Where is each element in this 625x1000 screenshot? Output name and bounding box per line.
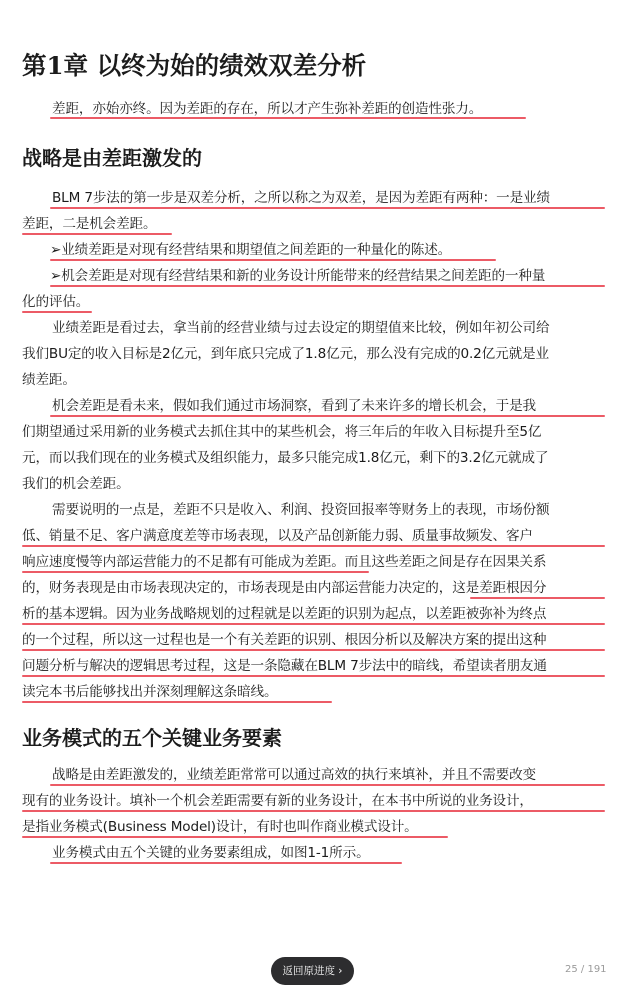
- paragraph-line: 需要说明的一点是，差距不只是收入、利润、投资回报率等财务上的表现，市场份额: [52, 502, 550, 518]
- highlight-underline[interactable]: [50, 784, 605, 786]
- chapter-title: 第1章 以终为始的绩效双差分析: [22, 51, 367, 80]
- highlight-underline[interactable]: [50, 285, 605, 287]
- highlight-underline[interactable]: [22, 649, 605, 651]
- page-indicator: 25 / 191: [565, 964, 607, 975]
- highlight-underline[interactable]: [50, 862, 402, 864]
- highlight-underline[interactable]: [22, 810, 605, 812]
- paragraph-line: 绩差距。: [22, 372, 76, 388]
- paragraph-line: 机会差距是看未来，假如我们通过市场洞察，看到了未来许多的增长机会，于是我: [52, 398, 536, 414]
- highlight-underline[interactable]: [50, 117, 526, 119]
- paragraph-line: 业务模式由五个关键的业务要素组成，如图1-1所示。: [52, 845, 370, 861]
- return-to-progress-button[interactable]: 返回原进度 ›: [271, 957, 354, 985]
- paragraph-line: 我们BU定的收入目标是2亿元，到年底只完成了1.8亿元，那么没有完成的0.2亿元就是业: [22, 346, 549, 362]
- paragraph-line: BLM 7步法的第一步是双差分析，之所以称之为双差，是因为差距有两种：一是业绩: [52, 190, 550, 206]
- paragraph-line: 问题分析与解决的逻辑思考过程，这是一条隐藏在BLM 7步法中的暗线，希望读者朋友通: [22, 658, 547, 674]
- paragraph-line: 是指业务模式(Business Model)设计，有时也叫作商业模式设计。: [22, 819, 418, 835]
- bullet-line: 化的评估。: [22, 294, 90, 310]
- section-title: 战略是由差距激发的: [22, 146, 202, 170]
- paragraph-line: 的，财务表现是由市场表现决定的，市场表现是由内部运营能力决定的，这是差距根因分: [22, 580, 547, 596]
- paragraph-line: 差距，二是机会差距。: [22, 216, 157, 232]
- paragraph-line: 的一个过程，所以这一过程也是一个有关差距的识别、根因分析以及解决方案的提出这种: [22, 632, 547, 648]
- bullet-line: ➢机会差距是对现有经营结果和新的业务设计所能带来的经营结果之间差距的一种量: [50, 268, 546, 284]
- highlight-underline[interactable]: [22, 623, 605, 625]
- highlight-underline[interactable]: [22, 545, 605, 547]
- section-title: 业务模式的五个关键业务要素: [22, 726, 282, 750]
- paragraph-line: 读完本书后能够找出并深刻理解这条暗线。: [22, 684, 278, 700]
- paragraph-line: 们期望通过采用新的业务模式去抓住其中的某些机会，将三年后的年收入目标提升至5亿: [22, 424, 542, 440]
- bullet-line: ➢业绩差距是对现有经营结果和期望值之间差距的一种量化的陈述。: [50, 242, 452, 258]
- paragraph-line: 我们的机会差距。: [22, 476, 130, 492]
- paragraph-line: 战略是由差距激发的，业绩差距常常可以通过高效的执行来填补，并且不需要改变: [52, 767, 536, 783]
- paragraph-line: 响应速度慢等内部运营能力的不足都有可能成为差距。而且这些差距之间是存在因果关系: [22, 554, 547, 570]
- paragraph-line: 析的基本逻辑。因为业务战略规划的过程就是以差距的识别为起点，以差距被弥补为终点: [22, 606, 547, 622]
- highlight-underline[interactable]: [22, 571, 369, 573]
- highlight-underline[interactable]: [22, 311, 92, 313]
- paragraph-line: 现有的业务设计。填补一个机会差距需要有新的业务设计，在本书中所说的业务设计，: [22, 793, 533, 809]
- highlight-underline[interactable]: [50, 207, 605, 209]
- epigraph: 差距，亦始亦终。因为差距的存在，所以才产生弥补差距的创造性张力。: [52, 101, 483, 117]
- paragraph-line: 业绩差距是看过去，拿当前的经营业绩与过去设定的期望值来比较，例如年初公司给: [52, 320, 550, 336]
- highlight-underline[interactable]: [50, 259, 496, 261]
- highlight-underline[interactable]: [22, 836, 448, 838]
- paragraph-line: 元，而以我们现在的业务模式及组织能力，最多只能完成1.8亿元，剩下的3.2亿元就成了: [22, 450, 549, 466]
- highlight-underline[interactable]: [22, 701, 332, 703]
- paragraph-line: 低、销量不足、客户满意度差等市场表现，以及产品创新能力弱、质量事故频发、客户: [22, 528, 533, 544]
- highlight-underline[interactable]: [50, 415, 605, 417]
- highlight-underline[interactable]: [22, 233, 172, 235]
- highlight-underline[interactable]: [22, 675, 605, 677]
- highlight-underline[interactable]: [470, 597, 605, 599]
